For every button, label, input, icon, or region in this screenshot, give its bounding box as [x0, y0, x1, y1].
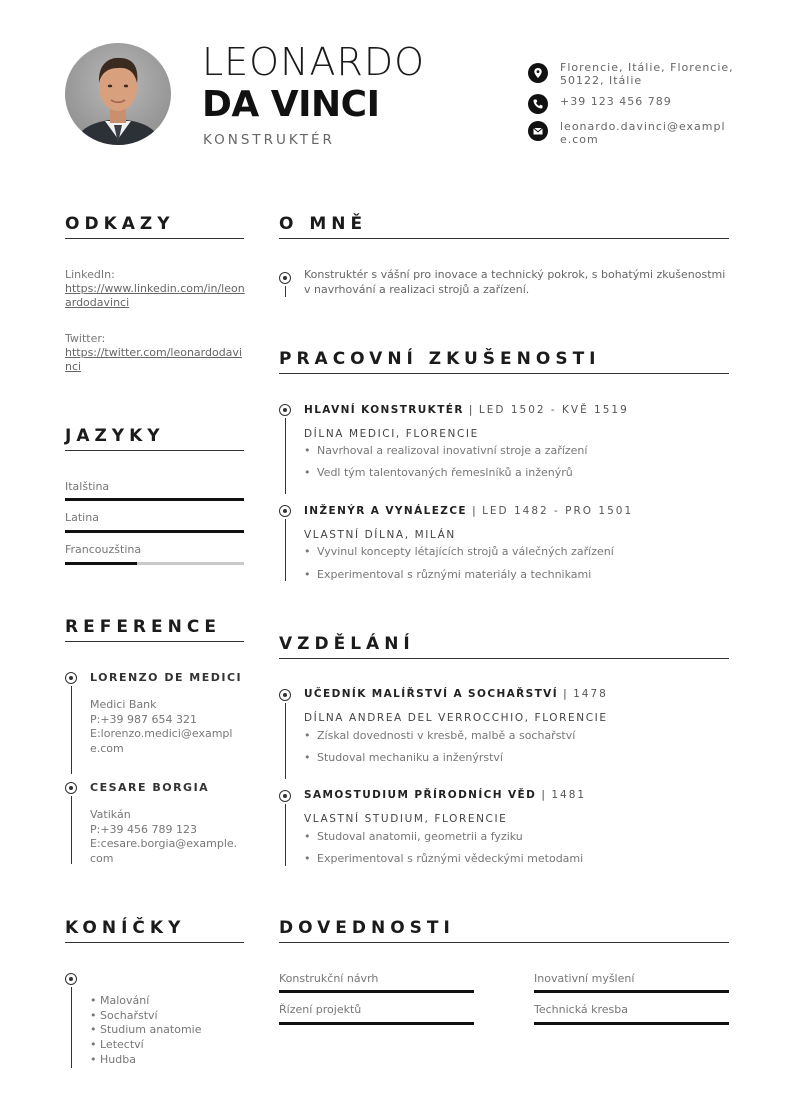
language-level-fill: [65, 498, 244, 501]
links-divider: [65, 238, 244, 239]
timeline-line: [285, 286, 286, 297]
job-company: VLASTNÍ DÍLNA, MILÁN: [304, 529, 456, 541]
language-level-bar: [65, 530, 244, 533]
timeline-line: [285, 804, 286, 866]
skills-heading: DOVEDNOSTI: [279, 918, 455, 938]
education-institution: DÍLNA ANDREA DEL VERROCCHIO, FLORENCIE: [304, 712, 608, 724]
heading-separator: |: [468, 404, 474, 416]
education-heading: VZDĚLÁNÍ: [279, 634, 415, 654]
twitter-label: Twitter:: [65, 332, 106, 345]
linkedin-block: [65, 268, 245, 310]
job-title: KONSTRUKTÉR: [203, 132, 335, 148]
heading-separator: |: [541, 789, 547, 801]
reference-email: E:lorenzo.medici@example.com: [90, 727, 233, 755]
skills-divider: [279, 942, 729, 943]
heading-separator: |: [472, 505, 478, 517]
job-role: HLAVNÍ KONSTRUKTÉR: [304, 404, 464, 416]
reference-company: Medici Bank: [90, 698, 157, 711]
languages-heading: JAZYKY: [65, 426, 165, 446]
language-level-fill: [65, 562, 137, 565]
job-heading: [304, 404, 629, 416]
linkedin-link[interactable]: https://www.linkedin.com/in/leonardodavinci: [65, 282, 245, 309]
timeline-marker: [65, 782, 77, 794]
reference-details: [90, 698, 240, 756]
twitter-link[interactable]: https://twitter.com/leonardodavinci: [65, 346, 242, 373]
education-dates: 1481: [551, 789, 587, 801]
skill-level-bar: [279, 1022, 474, 1025]
reference-email: E:cesare.borgia@example.com: [90, 837, 238, 865]
job-bullet: • Vedl tým talentovaných řemeslníků a inženýrů: [304, 466, 573, 479]
last-name: DA VINCI: [202, 84, 380, 125]
education-divider: [279, 658, 729, 659]
first-name: LEONARDO: [202, 40, 426, 84]
language-level-bar: [65, 562, 244, 565]
timeline-line: [285, 418, 286, 494]
job-bullet: • Experimentoval s různými materiály a technikami: [304, 568, 591, 581]
education-heading-line: [304, 688, 608, 700]
about-heading: O MNĚ: [279, 214, 368, 234]
education-dates: 1478: [573, 688, 608, 700]
timeline-marker: [279, 689, 291, 701]
skill-level-bar: [279, 990, 474, 993]
job-bullet: • Vyvinul koncepty létajících strojů a válečných zařízení: [304, 545, 614, 558]
skill-name: Technická kresba: [534, 1003, 628, 1016]
education-heading-line: [304, 789, 586, 801]
job-role: INŽENÝR A VYNÁLEZCE: [304, 505, 467, 517]
timeline-line: [71, 987, 72, 1068]
reference-phone: P:+39 987 654 321: [90, 712, 198, 726]
education-bullet: • Studoval mechaniku a inženýrství: [304, 751, 503, 764]
timeline-line: [71, 686, 72, 774]
language-level-fill: [65, 530, 244, 533]
reference-details: [90, 808, 240, 866]
job-dates: LED 1482 - PRO 1501: [482, 505, 634, 517]
skill-name: Inovativní myšlení: [534, 972, 635, 985]
hobby-item: • Studium anatomie: [90, 1023, 202, 1037]
profile-photo: [65, 43, 171, 145]
education-bullet: • Studoval anatomii, geometrii a fyziku: [304, 830, 523, 843]
education-institution: VLASTNÍ STUDIUM, FLORENCIE: [304, 813, 508, 825]
location-pin-icon: [528, 63, 548, 83]
email-text: leonardo.davinci@example.com: [560, 120, 726, 146]
links-heading: ODKAZY: [65, 214, 175, 234]
reference-company: Vatikán: [90, 808, 131, 821]
experience-heading: PRACOVNÍ ZKUŠENOSTI: [279, 349, 601, 369]
address-text: Florencie, Itálie, Florencie, 50122, Itálie: [560, 61, 734, 87]
education-bullet: • Získal dovednosti v kresbě, malbě a sochařství: [304, 729, 575, 742]
job-dates: LED 1502 - KVĚ 1519: [478, 404, 629, 416]
language-name: Italština: [65, 480, 110, 493]
hobby-item: • Hudba: [90, 1052, 136, 1066]
about-text: Konstruktér s vášní pro inovace a technický pokrok, s bohatými zkušenostmi v navrhování a realizaci strojů a zařízení.: [304, 268, 726, 296]
hobby-item: • Letectví: [90, 1038, 144, 1052]
twitter-block: [65, 332, 245, 374]
timeline-line: [71, 796, 72, 864]
envelope-icon: [528, 121, 548, 141]
phone-text: +39 123 456 789: [560, 95, 672, 108]
education-title: SAMOSTUDIUM PŘÍRODNÍCH VĚD: [304, 789, 537, 801]
timeline-marker: [279, 272, 291, 284]
timeline-marker: [279, 505, 291, 517]
skill-level-bar: [534, 1022, 729, 1025]
hobbies-divider: [65, 942, 244, 943]
skill-level-bar: [534, 990, 729, 993]
hobby-item: • Malování: [90, 994, 150, 1007]
references-heading: REFERENCE: [65, 617, 221, 637]
hobbies-heading: KONÍČKY: [65, 918, 186, 938]
job-heading: [304, 505, 633, 517]
timeline-line: [285, 519, 286, 581]
phone-icon: [528, 94, 548, 114]
language-name: Francouzština: [65, 543, 142, 556]
language-level-bar: [65, 498, 244, 501]
timeline-marker: [65, 672, 77, 684]
reference-name: LORENZO DE MEDICI: [90, 671, 243, 684]
heading-separator: |: [563, 688, 569, 700]
references-divider: [65, 641, 244, 642]
languages-divider: [65, 450, 244, 451]
job-company: DÍLNA MEDICI, FLORENCIE: [304, 428, 479, 440]
hobby-list: [90, 994, 202, 1068]
reference-name: CESARE BORGIA: [90, 781, 210, 794]
timeline-marker: [279, 404, 291, 416]
timeline-marker: [65, 973, 77, 985]
skill-name: Konstrukční návrh: [279, 972, 379, 985]
hobby-item: • Sochařství: [90, 1008, 158, 1022]
education-title: UČEDNÍK MALÍŘSTVÍ A SOCHAŘSTVÍ: [304, 688, 559, 700]
timeline-line: [285, 703, 286, 779]
timeline-marker: [279, 790, 291, 802]
language-name: Latina: [65, 511, 99, 524]
about-divider: [279, 238, 729, 239]
job-bullet: • Navrhoval a realizoval inovativní stroje a zařízení: [304, 444, 587, 457]
skill-name: Řízení projektů: [279, 1003, 362, 1016]
linkedin-label: LinkedIn:: [65, 268, 115, 281]
education-bullet: • Experimentoval s různými vědeckými metodami: [304, 852, 583, 865]
experience-divider: [279, 373, 729, 374]
reference-phone: P:+39 456 789 123: [90, 822, 198, 836]
